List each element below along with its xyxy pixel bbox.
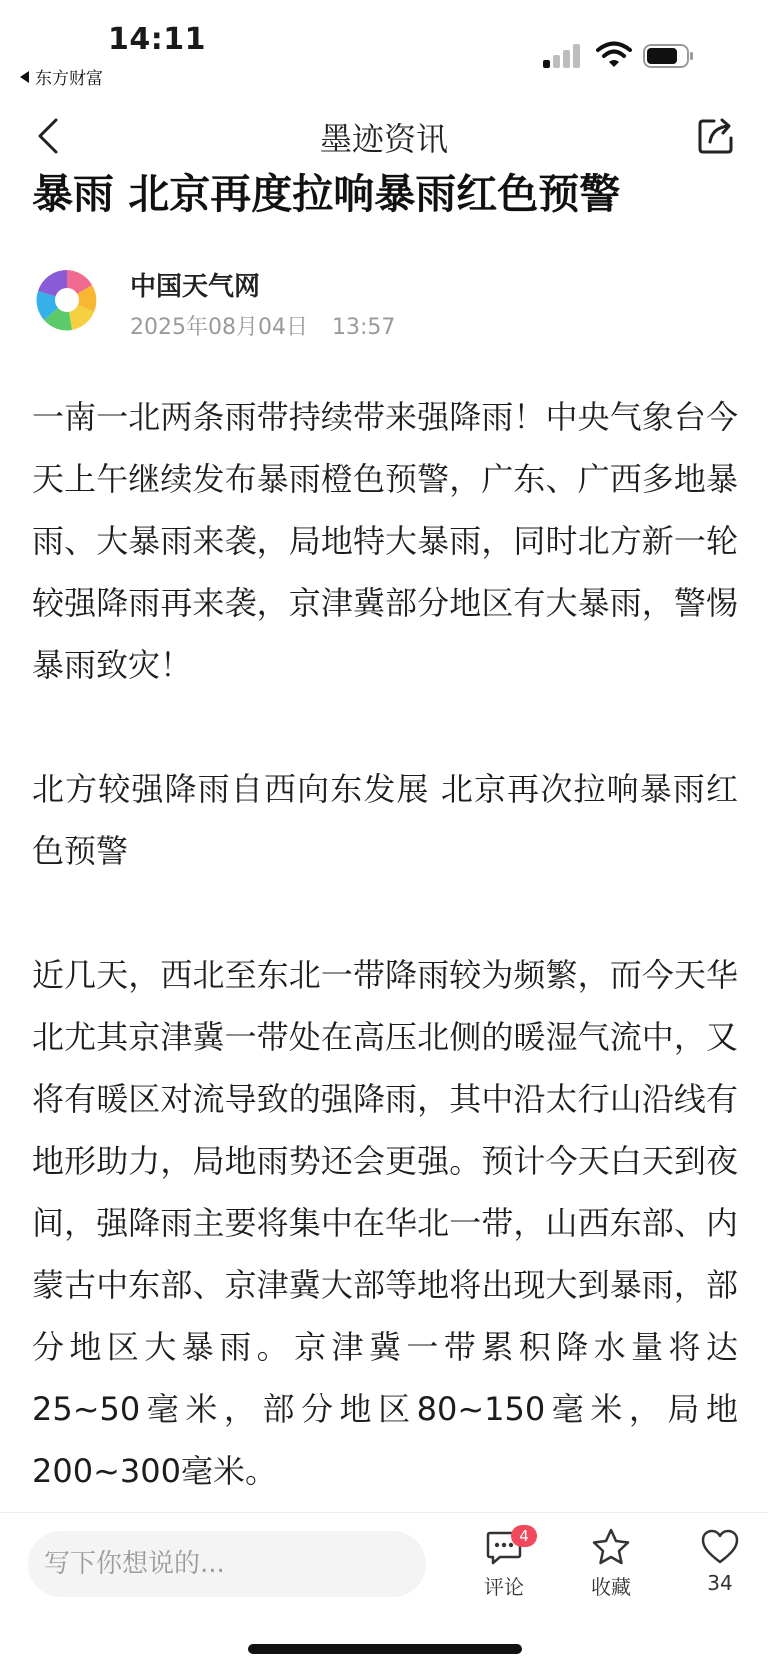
- article-paragraph: 近几天，西北至东北一带降雨较为频繁，而今天华北尤其京津冀一带处在高压北侧的暖湿气流中，又将有暖区对流导致的强降雨，其中沿太行山沿线有地形助力，局地雨势还会更强。预计今天白天到夜间，强降雨主要将集中在华北一带，山西东部、内蒙古中东部、京津冀大部等地将出现大到暴雨，部分地区大暴雨。京津冀一带累积降水量将达25~50毫米，部分地区80~150毫米，局地200~300毫米。: [32, 956, 738, 1490]
- share-icon[interactable]: [696, 116, 736, 156]
- comment-label: 评论: [484, 1575, 524, 1599]
- publish-datetime: [130, 310, 395, 341]
- comment-button[interactable]: [469, 1527, 539, 1600]
- article-headline: 暴雨 北京再度拉响暴雨红色预警: [32, 170, 621, 218]
- favorite-button[interactable]: [576, 1527, 646, 1600]
- article-body: [32, 386, 738, 1564]
- home-indicator[interactable]: [248, 1644, 522, 1654]
- back-to-app-link[interactable]: [20, 64, 103, 89]
- publish-date: 2025年08月04日: [130, 315, 308, 340]
- signal-icon: [543, 44, 583, 68]
- article-paragraph: 北方较强降雨自西向东发展 北京再次拉响暴雨红色预警: [32, 770, 738, 870]
- publish-time: 13:57: [331, 315, 396, 340]
- favorite-label: 收藏: [591, 1575, 631, 1599]
- author-block[interactable]: [32, 260, 732, 340]
- nav-title: 墨迹资讯: [319, 120, 448, 158]
- status-time: 14:11: [108, 22, 206, 57]
- status-bar: [0, 0, 768, 92]
- source-logo-icon: [32, 265, 102, 335]
- comment-count-badge: 4: [511, 1525, 537, 1547]
- back-app-label: 东方财富: [35, 69, 103, 89]
- star-icon: [591, 1527, 631, 1567]
- nav-bar: [0, 106, 768, 168]
- like-count: 34: [707, 1571, 733, 1595]
- wifi-icon: [596, 40, 632, 68]
- heart-icon: [700, 1527, 740, 1567]
- back-triangle-icon: [20, 71, 29, 83]
- source-name: 中国天气网: [130, 272, 261, 302]
- like-button[interactable]: [685, 1527, 755, 1595]
- battery-icon: [643, 44, 695, 68]
- article-paragraph: 一南一北两条雨带持续带来强降雨！中央气象台今天上午继续发布暴雨橙色预警，广东、广西多地暴雨、大暴雨来袭，局地特大暴雨，同时北方新一轮较强降雨再来袭，京津冀部分地区有大暴雨，警惕暴雨致灾！: [32, 398, 738, 684]
- comment-input[interactable]: 写下你想说的...: [28, 1531, 426, 1597]
